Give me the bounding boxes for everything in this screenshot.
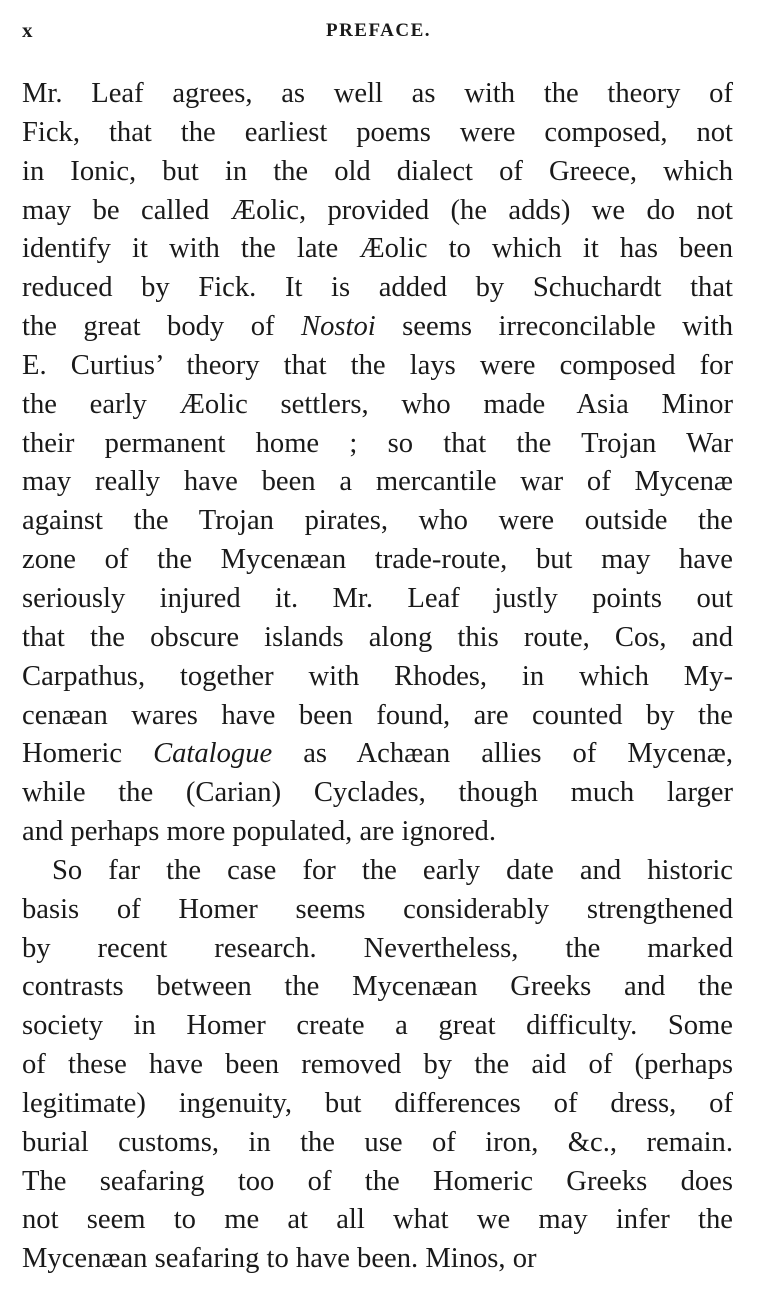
text-segment: Mr. Leaf agrees, as well as with the theory of [22, 78, 733, 109]
text-line [22, 541, 733, 580]
text-line [22, 1085, 733, 1124]
text-segment: Mycenæan seafaring to have been. Minos, or [22, 1243, 537, 1275]
text-line [22, 813, 733, 852]
text-line [22, 852, 733, 891]
text-line [22, 75, 733, 114]
page-header [22, 18, 735, 48]
text-line [22, 463, 733, 502]
text-line [22, 580, 733, 619]
text-segment: Carpathus, together with Rhodes, in which My- [22, 660, 733, 692]
text-line [22, 425, 733, 464]
text-segment: of these have been removed by the aid of (perhaps [22, 1049, 733, 1081]
text-line [22, 347, 733, 386]
text-segment: that the obscure islands along this route, Cos, and [22, 621, 733, 653]
text-segment: zone of the Mycenæan trade-route, but may have [22, 544, 733, 576]
text-line [22, 269, 733, 308]
text-segment: as Achæan allies of Mycenæ, [272, 738, 734, 770]
text-segment: while the (Carian) Cyclades, though much larger [22, 777, 733, 809]
text-segment: against the Trojan pirates, who were outside the [22, 505, 733, 537]
text-line [22, 1240, 733, 1279]
text-line [22, 891, 733, 930]
text-line [22, 774, 733, 813]
text-line [22, 502, 733, 541]
text-line [22, 619, 733, 658]
text-line [22, 1007, 733, 1046]
text-line [22, 114, 733, 153]
text-segment: the great body of [22, 311, 301, 343]
text-line [22, 658, 733, 697]
text-segment: by recent research. Nevertheless, the marked [22, 932, 733, 964]
text-line [22, 697, 733, 736]
paragraph [22, 852, 733, 1279]
page-number: x [22, 18, 34, 42]
text-segment: reduced by Fick. It is added by Schuchardt that [22, 272, 733, 304]
text-segment: Homeric [22, 738, 154, 770]
text-segment: may be called Æolic, provided (he adds) we do not [22, 194, 733, 226]
text-line [22, 386, 733, 425]
text-line [22, 968, 733, 1007]
text-segment: seems irreconcilable with [375, 311, 733, 343]
text-segment: society in Homer create a great difficulty. Some [22, 1010, 733, 1042]
paragraph [22, 75, 733, 852]
text-segment: seriously injured it. Mr. Leaf justly points out [22, 582, 733, 614]
text-segment: The seafaring too of the Homeric Greeks does [22, 1165, 733, 1197]
text-segment: in Ionic, but in the old dialect of Greece, which [22, 155, 733, 187]
italic-title: Catalogue [153, 738, 273, 770]
text-segment: identify it with the late Æolic to which it has been [22, 233, 733, 265]
text-line [22, 1046, 733, 1085]
text-segment: burial customs, in the use of iron, &c., remain. [22, 1126, 733, 1158]
text-line [22, 930, 733, 969]
text-segment: basis of Homer seems considerably strengthened [22, 893, 733, 925]
text-segment: legitimate) ingenuity, but differences of dress, of [22, 1087, 733, 1119]
text-segment: the early Æolic settlers, who made Asia Minor [22, 388, 733, 420]
text-line [22, 1163, 733, 1202]
text-line [22, 1124, 733, 1163]
running-head: PREFACE. [325, 20, 432, 41]
text-line [22, 735, 733, 774]
text-segment: and perhaps more populated, are ignored. [22, 816, 497, 848]
text-line [22, 153, 733, 192]
italic-title: Nostoi [301, 311, 376, 343]
text-line [22, 1201, 733, 1240]
body-text [22, 75, 733, 1279]
text-line [22, 192, 733, 231]
text-segment: may really have been a mercantile war of Mycenæ [22, 466, 733, 498]
text-line [22, 230, 733, 269]
text-segment: their permanent home ; so that the Trojan War [22, 427, 733, 459]
text-segment: E. Curtius’ theory that the lays were composed for [22, 349, 733, 381]
text-segment: Fick, that the earliest poems were composed, not [22, 116, 733, 148]
text-segment: So far the case for the early date and historic [52, 854, 733, 886]
text-segment: cenæan wares have been found, are counted by the [22, 699, 733, 731]
text-segment: contrasts between the Mycenæan Greeks and the [22, 971, 733, 1003]
text-segment: not seem to me at all what we may infer the [22, 1204, 733, 1236]
text-line [22, 308, 733, 347]
